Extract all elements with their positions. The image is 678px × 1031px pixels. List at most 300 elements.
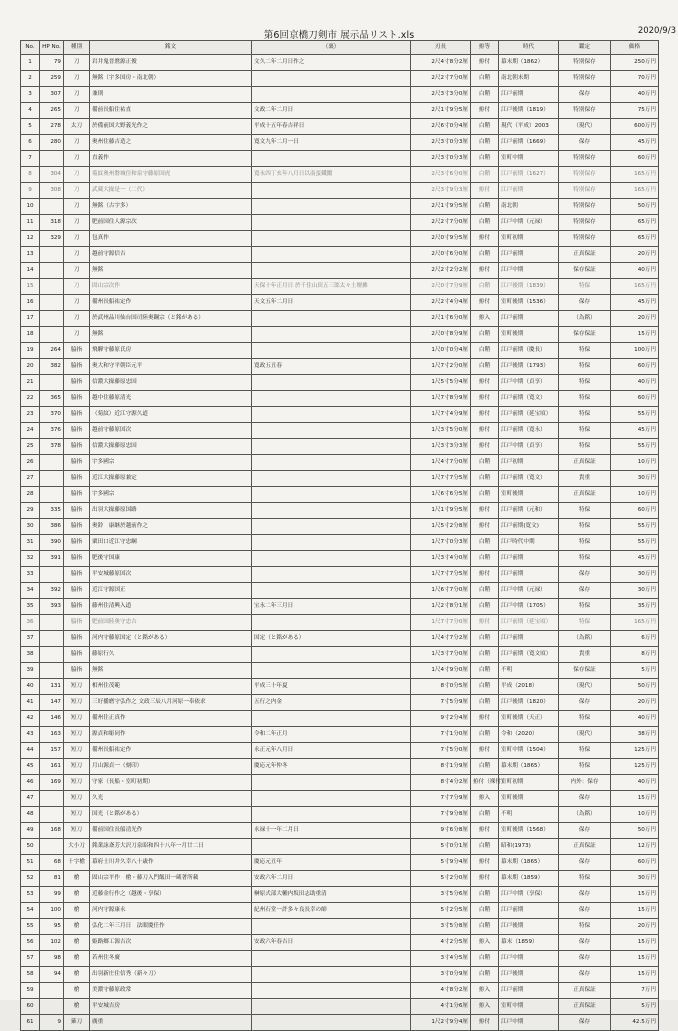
- cell-koshirae: 白鞘: [471, 727, 499, 743]
- cell-mei: 奥鈴 康継於越前作之: [90, 519, 252, 535]
- cell-blade-length: 8寸1分9厘: [411, 759, 471, 775]
- cell-no: 14: [21, 263, 40, 279]
- cell-ura: [252, 455, 411, 471]
- cell-price: 65万円: [611, 231, 659, 247]
- cell-hp-no: [40, 199, 64, 215]
- cell-appraisal: 内外：保存: [559, 775, 611, 791]
- cell-type: 刀: [64, 55, 90, 71]
- cell-era: 江戸中期（元禄）: [499, 583, 559, 599]
- cell-ura: [252, 951, 411, 967]
- cell-appraisal: 特保: [559, 439, 611, 455]
- cell-blade-length: 1尺7寸7分0厘: [411, 615, 471, 631]
- cell-blade-length: 1尺6寸6分5厘: [411, 487, 471, 503]
- cell-blade-length: 7寸7分9厘: [411, 791, 471, 807]
- cell-blade-length: 7寸5分9厘: [411, 695, 471, 711]
- table-row: [21, 807, 659, 823]
- cell-koshirae: 拵付: [471, 183, 499, 199]
- table-row: [21, 87, 659, 103]
- cell-appraisal: 保存: [559, 887, 611, 903]
- cell-ura: [252, 391, 411, 407]
- cell-koshirae: 拵付: [471, 295, 499, 311]
- cell-ura: [252, 231, 411, 247]
- cell-ura: [252, 791, 411, 807]
- cell-era: 江戸後期（1820）: [499, 695, 559, 711]
- cell-koshirae: 拵付: [471, 519, 499, 535]
- cell-mei: 於武州品川仙台国司陸奥鋼宗（と銘がある）: [90, 311, 252, 327]
- cell-hp-no: 169: [40, 775, 64, 791]
- cell-mei: 銘業詠斎芳大沢刀泉昭和四十八年一月廿二日: [90, 839, 252, 855]
- cell-appraisal: 特保: [559, 519, 611, 535]
- cell-ura: 寛文九年二月一日: [252, 135, 411, 151]
- cell-koshirae: 白鞘: [471, 807, 499, 823]
- cell-type: 脇指: [64, 343, 90, 359]
- table-row: [21, 167, 659, 183]
- cell-hp-no: 100: [40, 903, 64, 919]
- cell-blade-length: 2尺0寸9分5厘: [411, 231, 471, 247]
- cell-koshirae: 白鞘: [471, 551, 499, 567]
- cell-hp-no: 376: [40, 423, 64, 439]
- cell-koshirae: 白鞘: [471, 247, 499, 263]
- cell-koshirae: 白鞘: [471, 135, 499, 151]
- cell-price: 65万円: [611, 215, 659, 231]
- cell-price: 30万円: [611, 471, 659, 487]
- cell-mei: 信濃大掾藤原忠国: [90, 375, 252, 391]
- cell-hp-no: [40, 807, 64, 823]
- cell-blade-length: 7寸9分8厘: [411, 807, 471, 823]
- cell-ura: [252, 311, 411, 327]
- cell-appraisal: 保存: [559, 791, 611, 807]
- table-row: [21, 359, 659, 375]
- cell-mei: 奥州住藤吉造之: [90, 135, 252, 151]
- cell-appraisal: （為銘）: [559, 631, 611, 647]
- cell-era: 江戸前期（寛文頃）: [499, 647, 559, 663]
- table-header-row: [21, 41, 659, 55]
- cell-ura: 寛永四丁亥年八月日以南蛮鐵鍛: [252, 167, 411, 183]
- cell-mei: 相州住茂範: [90, 679, 252, 695]
- cell-ura: 慶応元丑年: [252, 855, 411, 871]
- cell-price: 600万円: [611, 119, 659, 135]
- cell-type: 脇指: [64, 455, 90, 471]
- cell-mei: 無銘（古宇多）: [90, 199, 252, 215]
- cell-appraisal: 特保: [559, 343, 611, 359]
- cell-hp-no: [40, 471, 64, 487]
- cell-koshirae: 白鞘: [471, 487, 499, 503]
- cell-ura: [252, 215, 411, 231]
- cell-appraisal: 保存保証: [559, 263, 611, 279]
- cell-era: 江戸前期（1627）: [499, 167, 559, 183]
- cell-hp-no: 161: [40, 759, 64, 775]
- cell-era: 江戸前期: [499, 567, 559, 583]
- cell-no: 55: [21, 919, 40, 935]
- cell-mei: 無銘: [90, 263, 252, 279]
- cell-blade-length: 1尺4寸7分2厘: [411, 631, 471, 647]
- cell-no: 13: [21, 247, 40, 263]
- cell-hp-no: [40, 455, 64, 471]
- cell-ura: 平成三十年夏: [252, 679, 411, 695]
- cell-koshirae: 拵付: [471, 231, 499, 247]
- cell-no: 20: [21, 359, 40, 375]
- cell-hp-no: 146: [40, 711, 64, 727]
- cell-era: 不明: [499, 663, 559, 679]
- cell-ura: [252, 519, 411, 535]
- cell-ura: 五行之内金: [252, 695, 411, 711]
- cell-appraisal: 特保: [559, 711, 611, 727]
- cell-appraisal: 特保: [559, 599, 611, 615]
- cell-type: 脇指: [64, 439, 90, 455]
- cell-blade-length: 2尺3寸0分3厘: [411, 151, 471, 167]
- table-row: [21, 183, 659, 199]
- cell-type: 脇指: [64, 487, 90, 503]
- cell-koshirae: 拵付: [471, 407, 499, 423]
- table-row: [21, 295, 659, 311]
- cell-price: 5万円: [611, 999, 659, 1015]
- cell-era: 江戸前期: [499, 183, 559, 199]
- cell-koshirae: 白鞘: [471, 919, 499, 935]
- cell-price: 15万円: [611, 791, 659, 807]
- col-header-mei: 銘文: [90, 41, 252, 55]
- cell-appraisal: 保存: [559, 935, 611, 951]
- cell-koshirae: 白鞘: [471, 663, 499, 679]
- cell-no: 46: [21, 775, 40, 791]
- cell-era: 江戸中期（享保）: [499, 887, 559, 903]
- cell-price: 250万円: [611, 55, 659, 71]
- cell-ura: 永正元年八月日: [252, 743, 411, 759]
- cell-koshirae: 白鞘: [471, 583, 499, 599]
- cell-koshirae: 白鞘: [471, 327, 499, 343]
- cell-no: 45: [21, 759, 40, 775]
- cell-koshirae: 白鞘: [471, 343, 499, 359]
- cell-ura: [252, 439, 411, 455]
- cell-type: 刀: [64, 151, 90, 167]
- cell-hp-no: [40, 279, 64, 295]
- cell-price: 40万円: [611, 775, 659, 791]
- cell-blade-length: 1尺5寸5分4厘: [411, 375, 471, 391]
- cell-price: 165万円: [611, 615, 659, 631]
- cell-era: 昭和(1973): [499, 839, 559, 855]
- cell-hp-no: 259: [40, 71, 64, 87]
- cell-no: 44: [21, 743, 40, 759]
- cell-era: 江戸前期（1669）: [499, 135, 559, 151]
- cell-no: 5: [21, 119, 40, 135]
- cell-mei: 越中住藤原清光: [90, 391, 252, 407]
- cell-appraisal: 正真保証: [559, 999, 611, 1015]
- cell-koshirae: 白鞘: [471, 71, 499, 87]
- cell-hp-no: 391: [40, 551, 64, 567]
- cell-era: 室町後期（1536）: [499, 295, 559, 311]
- cell-hp-no: 308: [40, 183, 64, 199]
- cell-ura: [252, 839, 411, 855]
- cell-blade-length: 5寸2分0厘: [411, 871, 471, 887]
- cell-appraisal: 正真保証: [559, 983, 611, 999]
- cell-appraisal: 特保: [559, 279, 611, 295]
- cell-era: 江戸中期（1705）: [499, 599, 559, 615]
- cell-mei: 無銘: [90, 327, 252, 343]
- cell-blade-length: 3寸5分8厘: [411, 919, 471, 935]
- cell-mei: 藤原行久: [90, 647, 252, 663]
- cell-price: 10万円: [611, 807, 659, 823]
- cell-koshirae: 拵入: [471, 983, 499, 999]
- cell-price: 45万円: [611, 551, 659, 567]
- cell-type: 脇指: [64, 471, 90, 487]
- cell-price: 40万円: [611, 375, 659, 391]
- cell-hp-no: 392: [40, 583, 64, 599]
- cell-no: 15: [21, 279, 40, 295]
- cell-blade-length: 2尺4寸8分2厘: [411, 55, 471, 71]
- cell-appraisal: 特保: [559, 551, 611, 567]
- document-title: 第6回京橋刀剣市 展示品リスト.xls: [263, 30, 415, 41]
- cell-appraisal: 特別保存: [559, 199, 611, 215]
- cell-type: 刀: [64, 279, 90, 295]
- cell-koshirae: 白鞘: [471, 903, 499, 919]
- cell-blade-length: 1尺7寸4分9厘: [411, 407, 471, 423]
- cell-hp-no: 370: [40, 407, 64, 423]
- cell-type: 脇指: [64, 551, 90, 567]
- cell-no: 16: [21, 295, 40, 311]
- cell-mei: 宇多國宗: [90, 487, 252, 503]
- cell-appraisal: 特保: [559, 423, 611, 439]
- cell-price: 55万円: [611, 439, 659, 455]
- cell-type: 槍: [64, 887, 90, 903]
- cell-hp-no: 102: [40, 935, 64, 951]
- col-header-type: 種別: [64, 41, 90, 55]
- cell-era: 江戸前期（寛文）: [499, 471, 559, 487]
- cell-hp-no: 79: [40, 55, 64, 71]
- cell-type: 槍: [64, 999, 90, 1015]
- cell-hp-no: 81: [40, 871, 64, 887]
- cell-mei: 若州住冬廣: [90, 951, 252, 967]
- cell-price: 15万円: [611, 903, 659, 919]
- cell-koshirae: 白鞘: [471, 535, 499, 551]
- cell-no: 6: [21, 135, 40, 151]
- cell-blade-length: 2尺0寸6分0厘: [411, 247, 471, 263]
- cell-ura: [252, 919, 411, 935]
- cell-hp-no: [40, 327, 64, 343]
- cell-hp-no: 98: [40, 951, 64, 967]
- cell-type: 短刀: [64, 695, 90, 711]
- cell-price: 165万円: [611, 167, 659, 183]
- cell-blade-length: 1尺4寸7分0厘: [411, 455, 471, 471]
- cell-type: 刀: [64, 327, 90, 343]
- cell-koshirae: 白鞘: [471, 199, 499, 215]
- col-header-hp-no: HP No.: [40, 41, 64, 55]
- cell-era: 幕末期（1859）: [499, 871, 559, 887]
- cell-koshirae: 白鞘: [471, 967, 499, 983]
- cell-ura: 慶応元年仲冬: [252, 759, 411, 775]
- cell-no: 56: [21, 935, 40, 951]
- cell-ura: [252, 647, 411, 663]
- cell-ura: [252, 967, 411, 983]
- cell-koshirae: 白鞘: [471, 695, 499, 711]
- cell-no: 18: [21, 327, 40, 343]
- col-header-price: 価格: [611, 41, 659, 55]
- table-row: [21, 871, 659, 887]
- cell-appraisal: 特別保存: [559, 55, 611, 71]
- cell-koshirae: 拵付: [471, 823, 499, 839]
- cell-price: 10万円: [611, 455, 659, 471]
- cell-mei: 肥前国住人源宗次: [90, 215, 252, 231]
- cell-hp-no: 329: [40, 231, 64, 247]
- cell-price: 75万円: [611, 103, 659, 119]
- cell-era: 室町後期: [499, 791, 559, 807]
- table-row: [21, 935, 659, 951]
- cell-appraisal: 特保: [559, 359, 611, 375]
- cell-blade-length: 2尺1寸9分5厘: [411, 199, 471, 215]
- table-body: [21, 55, 659, 1031]
- cell-ura: 榊原式部大輔内坂田志助重清: [252, 887, 411, 903]
- cell-no: 1: [21, 55, 40, 71]
- cell-type: 脇指: [64, 647, 90, 663]
- cell-ura: [252, 999, 411, 1015]
- cell-era: 幕末期（1865）: [499, 759, 559, 775]
- cell-mei: 三好播磨守弘作之 文政三辰八月河原一奉依求: [90, 695, 252, 711]
- cell-type: 槍: [64, 919, 90, 935]
- cell-hp-no: [40, 647, 64, 663]
- cell-appraisal: 保存: [559, 567, 611, 583]
- cell-price: 40万円: [611, 87, 659, 103]
- cell-mei: 久光: [90, 791, 252, 807]
- table-row: [21, 679, 659, 695]
- cell-type: 脇指: [64, 599, 90, 615]
- cell-hp-no: 99: [40, 887, 64, 903]
- cell-koshirae: 白鞘: [471, 647, 499, 663]
- cell-koshirae: 白鞘: [471, 87, 499, 103]
- cell-era: 江戸後期（1839）: [499, 279, 559, 295]
- cell-blade-length: 4寸2分5厘: [411, 935, 471, 951]
- cell-price: 38万円: [611, 727, 659, 743]
- cell-ura: 永禄十一年二月日: [252, 823, 411, 839]
- cell-type: 槍: [64, 903, 90, 919]
- cell-price: 60万円: [611, 503, 659, 519]
- cell-no: 22: [21, 391, 40, 407]
- cell-mei: 平安城吉房: [90, 999, 252, 1015]
- cell-type: 短刀: [64, 823, 90, 839]
- cell-type: 刀: [64, 311, 90, 327]
- cell-appraisal: 正真保証: [559, 455, 611, 471]
- cell-price: 45万円: [611, 135, 659, 151]
- cell-koshirae: 拵付: [471, 1015, 499, 1031]
- cell-era: 江戸初期: [499, 455, 559, 471]
- cell-blade-length: 1尺7寸7分5厘: [411, 567, 471, 583]
- cell-blade-length: 1尺7寸8分9厘: [411, 391, 471, 407]
- cell-era: 幕末（1859）: [499, 935, 559, 951]
- cell-era: 平成（2018）: [499, 679, 559, 695]
- cell-price: 10万円: [611, 487, 659, 503]
- cell-blade-length: 2尺3寸9分3厘: [411, 183, 471, 199]
- cell-no: 30: [21, 519, 40, 535]
- cell-hp-no: [40, 311, 64, 327]
- cell-ura: 文政二年二月日: [252, 103, 411, 119]
- col-header-no: No.: [21, 41, 40, 55]
- cell-koshirae: 白鞘: [471, 215, 499, 231]
- cell-ura: [252, 343, 411, 359]
- cell-hp-no: [40, 295, 64, 311]
- cell-no: 10: [21, 199, 40, 215]
- cell-appraisal: 貴重: [559, 471, 611, 487]
- cell-price: 12万円: [611, 839, 659, 855]
- cell-appraisal: 特別保存: [559, 231, 611, 247]
- table-row: [21, 279, 659, 295]
- col-header-blade-length: 刃長: [411, 41, 471, 55]
- cell-ura: [252, 87, 411, 103]
- table-row: [21, 887, 659, 903]
- cell-mei: 武蔵大掾是一（二代）: [90, 183, 252, 199]
- cell-type: 短刀: [64, 791, 90, 807]
- cell-mei: 姫路鄉工源吉次: [90, 935, 252, 951]
- cell-era: 江戸前期: [499, 311, 559, 327]
- cell-price: 15万円: [611, 951, 659, 967]
- exhibit-list-table: [20, 40, 659, 1031]
- cell-appraisal: 特保: [559, 759, 611, 775]
- cell-appraisal: 正真保証: [559, 247, 611, 263]
- table-row: [21, 535, 659, 551]
- cell-ura: [252, 551, 411, 567]
- cell-hp-no: 335: [40, 503, 64, 519]
- cell-blade-length: 3寸5分6厘: [411, 887, 471, 903]
- cell-price: 20万円: [611, 919, 659, 935]
- cell-ura: [252, 327, 411, 343]
- cell-price: 60万円: [611, 391, 659, 407]
- cell-no: 29: [21, 503, 40, 519]
- cell-era: 室町後期（1568）: [499, 823, 559, 839]
- cell-no: 3: [21, 87, 40, 103]
- cell-type: 刀: [64, 135, 90, 151]
- cell-no: 8: [21, 167, 40, 183]
- cell-mei: 無銘: [90, 663, 252, 679]
- cell-appraisal: 特保: [559, 535, 611, 551]
- cell-type: 脇指: [64, 391, 90, 407]
- cell-koshirae: 白鞘: [471, 679, 499, 695]
- table-row: [21, 391, 659, 407]
- cell-no: 37: [21, 631, 40, 647]
- cell-blade-length: 1尺5寸2分8厘: [411, 519, 471, 535]
- cell-koshirae: 拵付: [471, 567, 499, 583]
- cell-era: 室町後期（天正）: [499, 711, 559, 727]
- cell-hp-no: 95: [40, 919, 64, 935]
- cell-era: 幕末期（1865）: [499, 855, 559, 871]
- cell-ura: [252, 423, 411, 439]
- cell-no: 33: [21, 567, 40, 583]
- cell-no: 11: [21, 215, 40, 231]
- cell-blade-length: 2尺2寸7分0厘: [411, 71, 471, 87]
- cell-ura: [252, 71, 411, 87]
- cell-appraisal: 特別保存: [559, 215, 611, 231]
- cell-era: 江戸前期: [499, 247, 559, 263]
- cell-hp-no: 386: [40, 519, 64, 535]
- cell-price: 50万円: [611, 823, 659, 839]
- cell-hp-no: [40, 567, 64, 583]
- table-row: [21, 343, 659, 359]
- cell-no: 24: [21, 423, 40, 439]
- cell-mei: 肥後守国康: [90, 551, 252, 567]
- cell-era: 江戸後期: [499, 967, 559, 983]
- cell-type: 短刀: [64, 727, 90, 743]
- cell-mei: 月山源貞一（刻印）: [90, 759, 252, 775]
- table-row: [21, 615, 659, 631]
- cell-blade-length: 2尺1寸6分0厘: [411, 311, 471, 327]
- cell-blade-length: 2尺0寸7分9厘: [411, 279, 471, 295]
- cell-mei: 包真作: [90, 231, 252, 247]
- cell-appraisal: 保存: [559, 855, 611, 871]
- cell-hp-no: [40, 983, 64, 999]
- cell-era: 江戸前期（延宝頃）: [499, 615, 559, 631]
- cell-ura: 天文五年二月日: [252, 295, 411, 311]
- table-row: [21, 311, 659, 327]
- cell-koshirae: 拵付: [471, 439, 499, 455]
- cell-hp-no: 378: [40, 439, 64, 455]
- table-row: [21, 215, 659, 231]
- cell-mei: 幕府士川井久幸八十歳作: [90, 855, 252, 871]
- cell-mei: 守家（長船・室町初期）: [90, 775, 252, 791]
